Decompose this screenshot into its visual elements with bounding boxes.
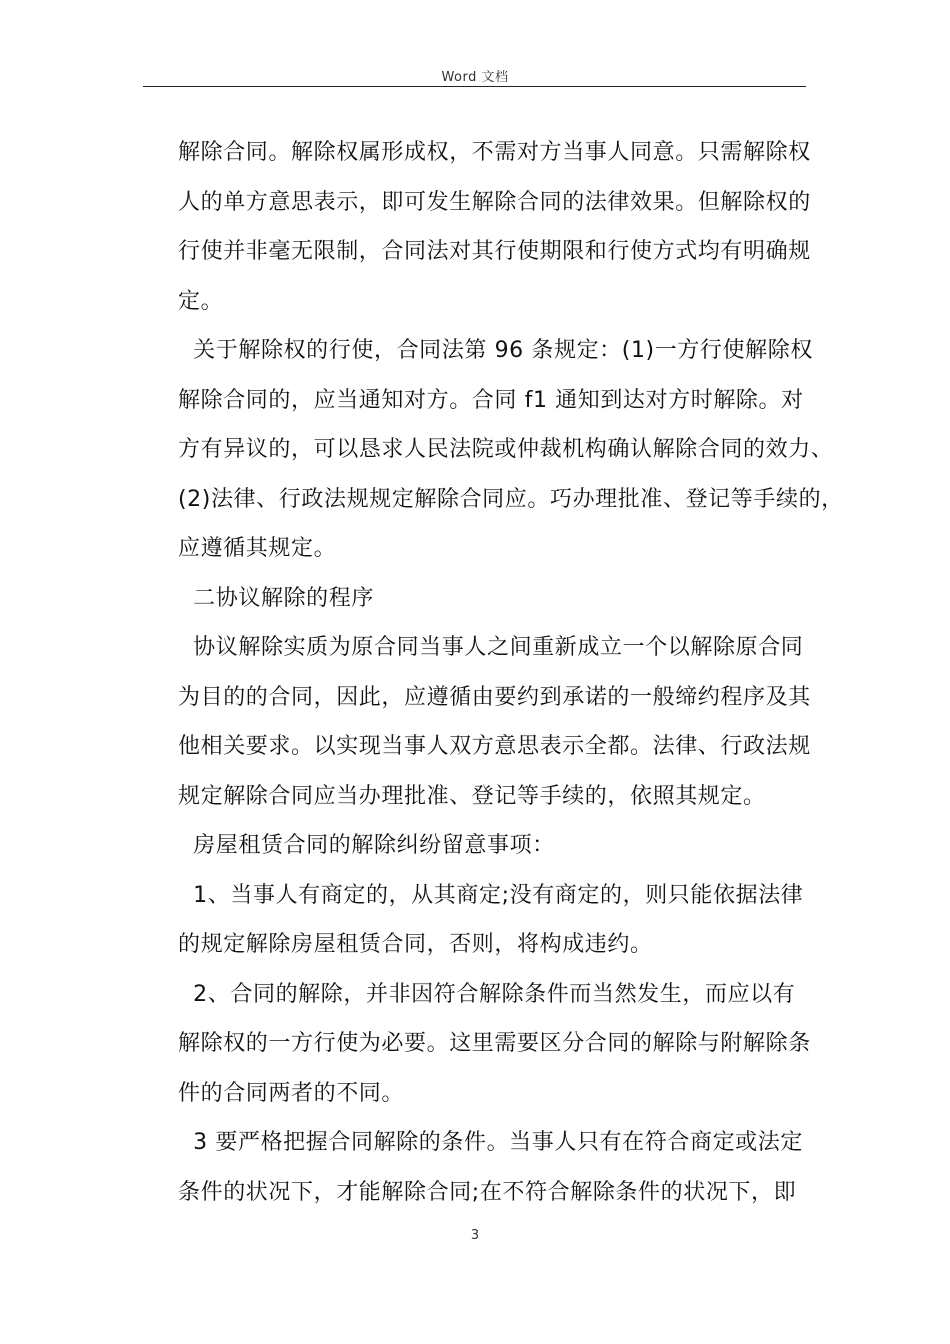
text-line: 房屋租赁合同的解除纠纷留意事项： — [178, 833, 555, 858]
text-line: 3 要严格把握合同解除的条件。当事人只有在符合商定或法定 — [178, 1130, 803, 1155]
page-header-title: Word 文档 — [441, 70, 509, 85]
text-line: 协议解除实质为原合同当事人之间重新成立一个以解除原合同 — [178, 635, 804, 660]
text-line: 他相关要求。以实现当事人双方意思表示全都。法律、行政法规 — [178, 734, 811, 759]
text-line: 二协议解除的程序 — [178, 585, 374, 611]
text-line: (2)法律、行政法规规定解除合同应。巧办理批准、登记等手续的， — [178, 486, 844, 512]
text-line: 的规定解除房屋租赁合同，否则，将构成违约。 — [178, 932, 653, 957]
document-body — [178, 128, 844, 1217]
text-line: 解除合同。解除权属形成权，不需对方当事人同意。只需解除权 — [178, 140, 811, 165]
text-line: 应遵循其规定。 — [178, 536, 337, 561]
page-number: 3 — [470, 1228, 480, 1243]
text-line: 为目的的合同，因此，应遵循由要约到承诺的一般缔约程序及其 — [178, 684, 811, 710]
text-line: 行使并非毫无限制，合同法对其行使期限和行使方式均有明确规 — [178, 239, 811, 264]
text-line: 解除合同的，应当通知对方。合同 f1 通知到达对方时解除。对 — [178, 387, 804, 413]
text-line: 2、合同的解除，并非因符合解除条件而当然发生，而应以有 — [178, 981, 796, 1007]
text-line: 解除权的一方行使为必要。这里需要区分合同的解除与附解除条 — [178, 1031, 811, 1056]
text-line: 关于解除权的行使，合同法第 96 条规定：(1)一方行使解除权 — [178, 338, 813, 363]
text-line: 方有异议的，可以恳求人民法院或仲裁机构确认解除合同的效力、 — [178, 437, 834, 462]
text-line: 条件的状况下，才能解除合同;在不符合解除条件的状况下，即 — [178, 1179, 797, 1205]
text-line: 1、当事人有商定的，从其商定;没有商定的，则只能依据法律 — [178, 882, 804, 908]
header-divider — [143, 86, 806, 87]
text-line: 件的合同两者的不同。 — [178, 1080, 405, 1106]
text-line: 人的单方意思表示，即可发生解除合同的法律效果。但解除权的 — [178, 189, 811, 215]
text-line: 规定解除合同应当办理批准、登记等手续的，依照其规定。 — [178, 783, 766, 809]
text-line: 定。 — [178, 288, 224, 314]
